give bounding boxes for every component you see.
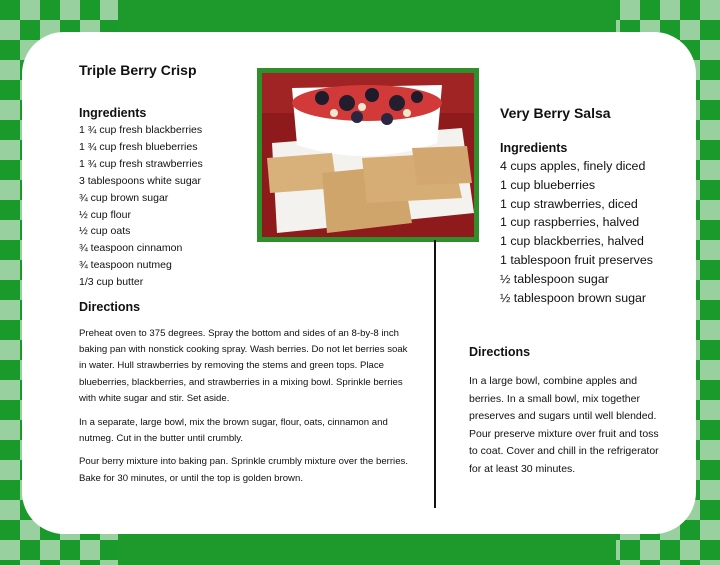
left-directions [79, 326, 414, 494]
column-divider [434, 240, 436, 508]
ingredient-item: ½ cup flour [79, 208, 131, 221]
ingredient-item: 1 cup blackberries, halved [500, 234, 644, 249]
direction-paragraph: Preheat oven to 375 degrees. Spray the bottom and sides of an 8-by-8 inch baking pan with nonstick cooking spray. Wash berries. Do not let berries soak in water. Hull strawberries by removing the stems and green tops. Place blueberries, blackberries, and strawberries in a mixing bowl. Sprinkle berries with white sugar and stir. Set aside. [79, 328, 408, 404]
left-ingredients-heading: Ingredients [79, 106, 147, 120]
ingredient-item: 1/3 cup butter [79, 276, 144, 289]
right-ingredients-heading: Ingredients [500, 141, 568, 155]
ingredient-item: ¾ teaspoon cinnamon [79, 242, 183, 255]
ingredient-item: 1 ¾ cup fresh strawberries [79, 157, 203, 170]
direction-paragraph: In a separate, large bowl, mix the brown sugar, flour, oats, cinnamon and nutmeg. Cut in the butter until crumbly. [79, 416, 388, 444]
ingredient-item: 1 cup raspberries, halved [500, 215, 640, 230]
ingredient-item: 1 cup blueberries [500, 177, 596, 192]
right-ingredients-list [500, 157, 653, 307]
direction-paragraph: In a large bowl, combine apples and berries. In a small bowl, mix together preserves and sugars until well blended. Pour preserve mixture over fruit and toss to coat. Cover and chill in the refrigerator for at least 30 minutes. [469, 375, 659, 475]
ingredient-item: ½ tablespoon sugar [500, 271, 609, 286]
right-recipe-title: Very Berry Salsa [500, 105, 611, 121]
ingredient-item: 1 tablespoon fruit preserves [500, 252, 653, 267]
ingredient-item: ¾ cup brown sugar [79, 191, 169, 204]
ingredient-item: 1 ¾ cup fresh blueberries [79, 140, 198, 153]
left-directions-heading: Directions [79, 300, 141, 314]
ingredient-item: ½ tablespoon brown sugar [500, 290, 647, 305]
salsa-illustration [262, 73, 474, 237]
right-directions-heading: Directions [469, 345, 531, 359]
ingredient-item: 1 cup strawberries, diced [500, 196, 638, 211]
right-directions [469, 373, 664, 479]
ingredient-item: 3 tablespoons white sugar [79, 174, 201, 187]
ingredient-item: 4 cups apples, finely diced [500, 159, 646, 173]
left-recipe-title: Triple Berry Crisp [79, 62, 197, 78]
berry-salsa-photo [257, 68, 479, 242]
ingredient-item: 1 ¾ cup fresh blackberries [79, 124, 203, 136]
ingredient-item: ½ cup oats [79, 225, 131, 238]
ingredient-item: ¾ teaspoon nutmeg [79, 259, 172, 272]
direction-paragraph: Pour berry mixture into baking pan. Sprinkle crumbly mixture over the berries. Bake for 30 minutes, or until the top is golden brown. [79, 456, 408, 484]
left-ingredients-list [79, 122, 203, 291]
